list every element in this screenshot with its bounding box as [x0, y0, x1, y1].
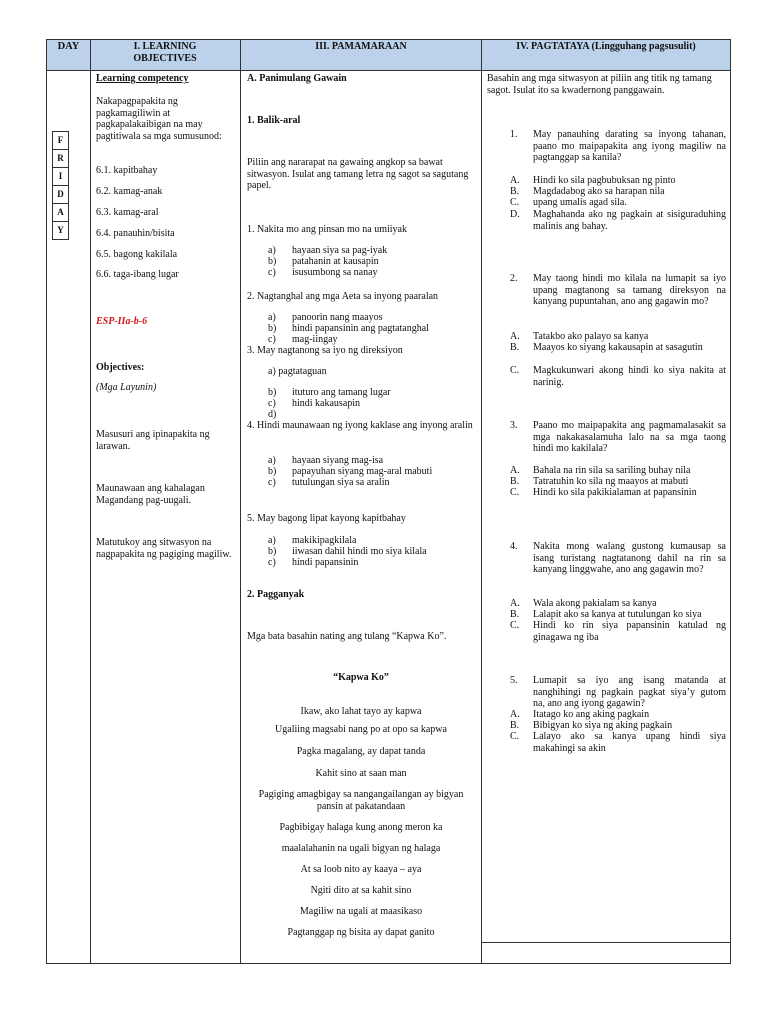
- poem-line: Ngiti dito at sa kahit sino: [310, 885, 412, 896]
- test-question-number: 3.: [510, 420, 518, 431]
- day-letter-r: R: [52, 149, 69, 168]
- option-label: b): [268, 466, 277, 477]
- test-option: Maghahanda ako ng pagkain at sisiguraduhing malinis ang bahay.: [533, 209, 726, 232]
- quiz-question-1: 1. Nakita mo ang pinsan mo na umiiyak: [247, 224, 407, 235]
- test-option: Wala akong pakialam sa kanya: [533, 598, 657, 609]
- option-label: b): [268, 256, 277, 267]
- poem-line: At sa loob nito ay kaaya – aya: [300, 864, 422, 875]
- quiz-option: ituturo ang tamang lugar: [292, 387, 391, 398]
- objectives-title: Objectives:: [96, 362, 145, 373]
- table-border-right: [730, 39, 731, 964]
- balik-aral-instructions: Piliin ang nararapat na gawaing angkop sa bawat sitwasyon. Isulat ang tamang letra ng sagot sa sagutang papel.: [247, 157, 469, 191]
- test-option: Bahala na rin sila sa sariling buhay nila: [533, 465, 691, 476]
- test-option-letter: B.: [510, 609, 520, 620]
- test-option: Lalapit ako sa kanya at tutulungan ko siya: [533, 609, 702, 620]
- competency-code: ESP-IIa-b-6: [96, 316, 148, 327]
- quiz-option: hindi papansinin ang pagtatanghal: [292, 323, 429, 334]
- quiz-option: makikipagkilala: [292, 535, 357, 546]
- test-option: Hindi ko sila pakikialaman at papansinin: [533, 487, 697, 498]
- test-option-letter: C.: [510, 197, 520, 208]
- option-label: a): [268, 312, 276, 323]
- test-question: May panauhing darating sa inyong tahanan, paano mo maipapakita ang iyong magiliw na pagtanggap sa kanila?: [533, 129, 726, 163]
- test-option: Bibigyan ko siya ng aking pagkain: [533, 720, 673, 731]
- test-option-letter: A.: [510, 709, 520, 720]
- quiz-option: panoorin nang maayos: [292, 312, 383, 323]
- header-day: DAY: [57, 41, 80, 52]
- quiz-option: papayuhan siyang mag-aral mabuti: [292, 466, 433, 477]
- test-option: Magkukunwari akong hindi ko siya nakita at narinig.: [533, 365, 726, 388]
- day-letter-i: I: [52, 167, 69, 186]
- quiz-option: hayaan siya sa pag-iyak: [292, 245, 388, 256]
- quiz-question-2: 2. Nagtanghal ang mga Aeta sa inyong paaralan: [247, 291, 439, 302]
- test-option-letter: B.: [510, 342, 520, 353]
- test-option-letter: C.: [510, 620, 520, 631]
- test-option: Lalayo ako sa kanya upang hindi siya makahingi sa akin: [533, 731, 726, 754]
- option-label: a): [268, 245, 276, 256]
- quiz-option: patahanin at kausapin: [292, 256, 379, 267]
- test-option-letter: B.: [510, 720, 520, 731]
- test-option: Maayos ko siyang kakausapin at sasagutin: [533, 342, 703, 353]
- poem-title: “Kapwa Ko”: [333, 672, 389, 683]
- poem-line: Pagbibigay halaga kung anong meron ka: [279, 822, 443, 833]
- day-letter-a: A: [52, 203, 69, 222]
- test-question: Paano mo maipapakita ang pagmamalasakit sa mga nakakasalamuha lalo na sa mga taong hindi mo kakilala?: [533, 420, 726, 454]
- test-question-number: 2.: [510, 273, 518, 284]
- competency-item: 6.5. bagong kakilala: [96, 249, 178, 260]
- header-pamamaraan: III. PAMAMARAAN: [315, 41, 407, 52]
- test-option: Itatago ko ang aking pagkain: [533, 709, 650, 720]
- quiz-option: isusumbong sa nanay: [292, 267, 378, 278]
- mga-layunin: (Mga Layunin): [96, 382, 157, 393]
- competency-item: 6.2. kamag-anak: [96, 186, 163, 197]
- option-label: c): [268, 557, 276, 568]
- test-option-letter: D.: [510, 209, 520, 220]
- test-option-letter: C.: [510, 731, 520, 742]
- test-option-letter: A.: [510, 331, 520, 342]
- test-option-letter: A.: [510, 465, 520, 476]
- header-divider: [46, 70, 731, 71]
- competency-text: Nakapagpapakita ng pagkamagiliwin at pagkapalakaibigan na may pagtitiwala sa mga sumusunod:: [96, 96, 222, 142]
- option-label: a): [268, 535, 276, 546]
- test-option: Tatakbo ako palayo sa kanya: [533, 331, 649, 342]
- test-question-number: 1.: [510, 129, 518, 140]
- pagganyak-text: Mga bata basahin nating ang tulang “Kapwa Ko”.: [247, 631, 447, 642]
- option-label: c): [268, 267, 276, 278]
- test-option: Hindi ko sila pagbubuksan ng pinto: [533, 175, 676, 186]
- test-question: Lumapit sa iyo ang isang matanda at nanghihingi ng pagkain pagkat siya’y gutom na, ano ang iyong gagawin?: [533, 675, 726, 709]
- quiz-question-4: 4. Hindi maunawaan ng iyong kaklase ang inyong aralin: [247, 420, 473, 431]
- day-letter-y: Y: [52, 221, 69, 240]
- section-a-title: A. Panimulang Gawain: [247, 73, 347, 84]
- competency-item: 6.4. panauhin/bisita: [96, 228, 175, 239]
- table-border-bottom: [46, 963, 731, 964]
- option-label: c): [268, 477, 276, 488]
- test-option-letter: C.: [510, 365, 520, 376]
- pagganyak-title: 2. Pagganyak: [247, 589, 305, 600]
- competency-item: 6.6. taga-ibang lugar: [96, 269, 179, 280]
- quiz-option: hindi kakausapin: [292, 398, 361, 409]
- test-option-letter: B.: [510, 476, 520, 487]
- poem-line: Pagiging amagbigay sa nangangailangan ay bigyan pansin at pakatandaan: [258, 789, 464, 812]
- quiz-option: hindi papansinin: [292, 557, 359, 568]
- poem-line: Pagtanggap ng bisita ay dapat ganito: [287, 927, 435, 938]
- pagtataya-instructions: Basahin ang mga sitwasyon at piliin ang titik ng tamang sagot. Isulat ito sa kwadernong panggawain.: [487, 73, 712, 96]
- day-letter-f: F: [52, 131, 69, 150]
- poem-line: maalalahanin na ugali bigyan ng halaga: [281, 843, 441, 854]
- header-pagtataya: IV. PAGTATAYA (Lingguhang pagsusulit): [516, 41, 696, 52]
- poem-line: Magiliw na ugali at maasikaso: [299, 906, 423, 917]
- poem-line: Ikaw, ako lahat tayo ay kapwa: [300, 706, 422, 717]
- header-objectives: I. LEARNING OBJECTIVES: [133, 41, 197, 64]
- option-label: b): [268, 546, 277, 557]
- test-option-letter: A.: [510, 175, 520, 186]
- poem-line: Ugaliing magsabi nang po at opo sa kapwa: [275, 724, 447, 735]
- col-divider-1: [90, 39, 91, 964]
- col-divider-3: [481, 39, 482, 964]
- objective-3: Matutukoy ang sitwasyon na nagpapakita ng pagiging magiliw.: [96, 537, 232, 560]
- balik-aral-title: 1. Balik-aral: [247, 115, 301, 126]
- quiz-question-5: 5. May bagong lipat kayong kapitbahay: [247, 513, 406, 524]
- competency-title: Learning competency: [96, 73, 189, 84]
- day-letter-d: D: [52, 185, 69, 204]
- option-label: c): [268, 334, 276, 345]
- option-label: a): [268, 455, 276, 466]
- option-label: d): [268, 409, 277, 420]
- quiz-option: a) pagtataguan: [268, 366, 327, 377]
- test-question: May taong hindi mo kilala na lumapit sa iyo upang magtanong sa tamang direksyon na kanyang pupuntahan, ano ang gagawin mo?: [533, 273, 726, 307]
- test-question-number: 5.: [510, 675, 518, 686]
- pagtataya-bottom-line: [481, 942, 731, 943]
- objective-2: Maunawaan ang kahalagan Magandang pag-uugali.: [96, 483, 205, 506]
- poem-line: Kahit sino at saan man: [315, 768, 407, 779]
- poem-line: Pagka magalang, ay dapat tanda: [296, 746, 426, 757]
- test-option: Hindi ko rin siya papansinin katulad ng ginagawa ng iba: [533, 620, 726, 643]
- test-option: upang umalis agad sila.: [533, 197, 627, 208]
- competency-item: 6.3. kamag-aral: [96, 207, 159, 218]
- table-border-top: [46, 39, 731, 40]
- test-option-letter: A.: [510, 598, 520, 609]
- test-question-number: 4.: [510, 541, 518, 552]
- option-label: b): [268, 387, 277, 398]
- table-border-left: [46, 39, 47, 964]
- test-option-letter: C.: [510, 487, 520, 498]
- competency-item: 6.1. kapitbahay: [96, 165, 158, 176]
- objective-1: Masusuri ang ipinapakita ng larawan.: [96, 429, 210, 452]
- test-option: Tatratuhin ko sila ng maayos at mabuti: [533, 476, 689, 487]
- test-option: Magdadabog ako sa harapan nila: [533, 186, 665, 197]
- quiz-option: hayaan siyang mag-isa: [292, 455, 384, 466]
- option-label: b): [268, 323, 277, 334]
- quiz-option: iiwasan dahil hindi mo siya kilala: [292, 546, 427, 557]
- quiz-option: mag-iingay: [292, 334, 338, 345]
- test-question: Nakita mong walang gustong kumausap sa isang turistang nagtatanong dahil na rin sa kanyang linggwahe, ano ang gagawin mo?: [533, 541, 726, 575]
- test-option-letter: B.: [510, 186, 520, 197]
- option-label: c): [268, 398, 276, 409]
- quiz-option: tutulungan siya sa aralin: [292, 477, 390, 488]
- quiz-question-3: 3. May nagtanong sa iyo ng direksiyon: [247, 345, 403, 356]
